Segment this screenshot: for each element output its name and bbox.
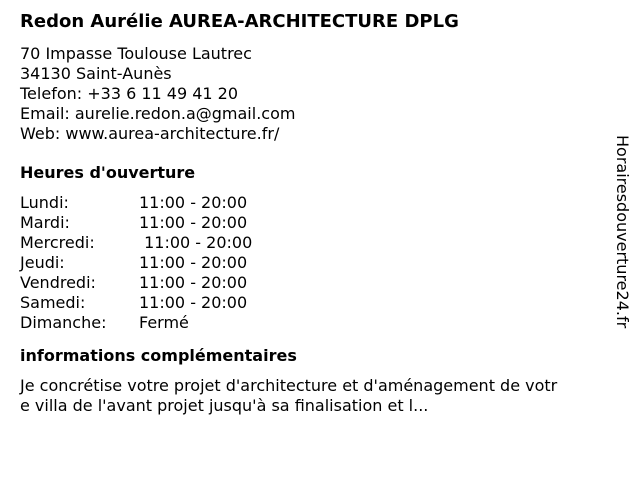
day-label: Vendredi: [20, 273, 96, 292]
time-value: 11:00 - 20:00 [139, 273, 248, 292]
hours-row-friday [20, 273, 580, 293]
info-heading: informations complémentaires [20, 346, 297, 365]
hours-row-thursday [20, 253, 580, 273]
hours-row-tuesday [20, 213, 580, 233]
business-name: Redon Aurélie AUREA-ARCHITECTURE DPLG [20, 11, 459, 32]
day-label: Mardi: [20, 213, 70, 232]
day-label: Lundi: [20, 193, 69, 212]
time-value: 11:00 - 20:00 [139, 233, 253, 252]
day-label: Samedi: [20, 293, 86, 312]
time-value: 11:00 - 20:00 [139, 213, 248, 232]
address-street: 70 Impasse Toulouse Lautrec [20, 44, 252, 63]
phone-line[interactable]: Telefon: +33 6 11 49 41 20 [20, 84, 239, 103]
day-label: Jeudi: [20, 253, 65, 272]
contact-block [20, 44, 580, 144]
email-line[interactable]: Email: aurelie.redon.a@gmail.com [20, 104, 296, 123]
business-card [20, 10, 580, 416]
time-value: Fermé [139, 313, 189, 332]
time-value: 11:00 - 20:00 [139, 193, 248, 212]
site-watermark: Horairesdouverture24.fr [613, 135, 632, 329]
hours-table [20, 193, 580, 333]
hours-heading: Heures d'ouverture [20, 163, 196, 182]
hours-row-monday [20, 193, 580, 213]
hours-row-saturday [20, 293, 580, 313]
day-label: Dimanche: [20, 313, 107, 332]
hours-row-sunday [20, 313, 580, 333]
address-city: 34130 Saint-Aunès [20, 64, 172, 83]
hours-row-wednesday [20, 233, 580, 253]
time-value: 11:00 - 20:00 [139, 253, 248, 272]
web-line[interactable]: Web: www.aurea-architecture.fr/ [20, 124, 280, 143]
time-value: 11:00 - 20:00 [139, 293, 248, 312]
day-label: Mercredi: [20, 233, 95, 252]
info-description: Je concrétise votre projet d'architecture et d'aménagement de votre villa de l'avant projet jusqu'à sa finalisation et l... [20, 376, 558, 415]
